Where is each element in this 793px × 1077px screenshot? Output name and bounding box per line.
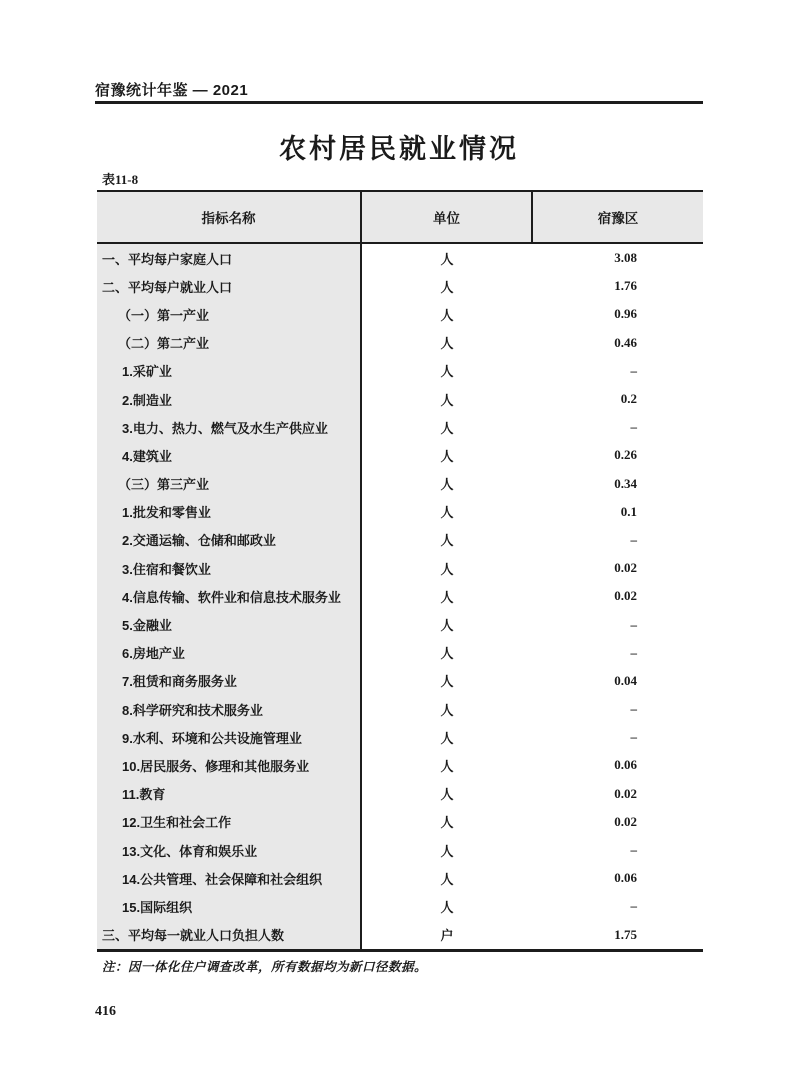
- table-row: [97, 892, 703, 920]
- value-cell: –: [630, 531, 637, 547]
- table-row: [97, 272, 703, 300]
- value-cell: –: [630, 362, 637, 378]
- value-cell: 1.75: [614, 926, 637, 942]
- unit-cell: 人: [440, 251, 454, 267]
- indicator-cell: 11.教育: [97, 780, 361, 808]
- unit-cell: 人: [440, 730, 454, 746]
- indicator-cell: （三）第三产业: [97, 470, 361, 498]
- table-row: [97, 526, 703, 554]
- indicator-cell: 3.住宿和餐饮业: [97, 554, 361, 582]
- indicator-cell: 2.交通运输、仓储和邮政业: [97, 526, 361, 554]
- indicator-cell: 10.居民服务、修理和其他服务业: [97, 751, 361, 779]
- table-row: [97, 667, 703, 695]
- unit-cell: 人: [440, 702, 454, 718]
- indicator-cell: 二、平均每户就业人口: [97, 272, 361, 300]
- unit-cell: 人: [440, 307, 454, 323]
- indicator-cell: 4.信息传输、软件业和信息技术服务业: [97, 582, 361, 610]
- unit-cell: 人: [440, 646, 454, 662]
- indicator-cell: 2.制造业: [97, 385, 361, 413]
- statistics-table: [97, 190, 703, 952]
- value-cell: –: [630, 701, 637, 717]
- table-row: [97, 554, 703, 582]
- unit-cell: 人: [440, 674, 454, 690]
- value-cell: 3.08: [614, 250, 637, 266]
- indicator-cell: 6.房地产业: [97, 639, 361, 667]
- value-cell: 0.2: [620, 391, 637, 407]
- indicator-cell: 1.采矿业: [97, 357, 361, 385]
- value-cell: 0.46: [614, 334, 637, 350]
- unit-cell: 人: [440, 618, 454, 634]
- unit-cell: 人: [440, 420, 454, 436]
- indicator-cell: 15.国际组织: [97, 892, 361, 920]
- value-cell: –: [630, 729, 637, 745]
- unit-cell: 人: [440, 758, 454, 774]
- value-cell: 0.06: [614, 870, 637, 886]
- value-cell: –: [630, 842, 637, 858]
- col-header-indicator: 指标名称: [97, 191, 361, 243]
- indicator-cell: 一、平均每户家庭人口: [97, 243, 361, 272]
- indicator-cell: 1.批发和零售业: [97, 498, 361, 526]
- indicator-cell: 13.文化、体育和娱乐业: [97, 836, 361, 864]
- table-row: [97, 921, 703, 951]
- unit-cell: 人: [440, 336, 454, 352]
- unit-cell: 人: [440, 871, 454, 887]
- page-number: 416: [95, 1004, 116, 1019]
- col-header-unit: 单位: [361, 191, 532, 243]
- value-cell: 0.96: [614, 306, 637, 322]
- table-row: [97, 808, 703, 836]
- table-row: [97, 751, 703, 779]
- table-row: [97, 470, 703, 498]
- indicator-cell: （一）第一产业: [97, 300, 361, 328]
- unit-cell: 人: [440, 787, 454, 803]
- table-row: [97, 413, 703, 441]
- table-row: [97, 329, 703, 357]
- table-row: [97, 357, 703, 385]
- indicator-cell: 4.建筑业: [97, 441, 361, 469]
- value-cell: 0.06: [614, 757, 637, 773]
- value-cell: 0.02: [614, 560, 637, 576]
- col-header-region: 宿豫区: [532, 191, 703, 243]
- table-row: [97, 243, 703, 272]
- unit-cell: 人: [440, 505, 454, 521]
- table-row: [97, 780, 703, 808]
- indicator-cell: 7.租赁和商务服务业: [97, 667, 361, 695]
- indicator-cell: 14.公共管理、社会保障和社会组织: [97, 864, 361, 892]
- table-label: 表11-8: [102, 172, 139, 187]
- value-cell: –: [630, 898, 637, 914]
- value-cell: –: [630, 644, 637, 660]
- unit-cell: 人: [440, 815, 454, 831]
- unit-cell: 人: [440, 477, 454, 493]
- value-cell: 0.04: [614, 672, 637, 688]
- table-row: [97, 639, 703, 667]
- indicator-cell: 三、平均每一就业人口负担人数: [97, 921, 361, 951]
- unit-cell: 人: [440, 843, 454, 859]
- indicator-cell: 3.电力、热力、燃气及水生产供应业: [97, 413, 361, 441]
- table-row: [97, 300, 703, 328]
- unit-cell: 人: [440, 899, 454, 915]
- table-header-row: [97, 191, 703, 243]
- unit-cell: 人: [440, 589, 454, 605]
- unit-cell: 人: [440, 392, 454, 408]
- value-cell: –: [630, 419, 637, 435]
- value-cell: 0.02: [614, 813, 637, 829]
- unit-cell: 人: [440, 533, 454, 549]
- table-row: [97, 723, 703, 751]
- table-row: [97, 582, 703, 610]
- indicator-cell: （二）第二产业: [97, 329, 361, 357]
- indicator-cell: 9.水利、环境和公共设施管理业: [97, 723, 361, 751]
- table-row: [97, 498, 703, 526]
- value-cell: 0.34: [614, 475, 637, 491]
- value-cell: 0.02: [614, 785, 637, 801]
- unit-cell: 人: [440, 279, 454, 295]
- value-cell: 0.1: [620, 503, 637, 519]
- value-cell: –: [630, 616, 637, 632]
- unit-cell: 人: [440, 561, 454, 577]
- running-head: 宿豫统计年鉴 — 2021: [95, 82, 249, 99]
- table-row: [97, 836, 703, 864]
- table-note: 注：因一体化住户调查改革，所有数据均为新口径数据。: [102, 960, 428, 974]
- value-cell: 1.76: [614, 278, 637, 294]
- table-row: [97, 610, 703, 638]
- table-row: [97, 864, 703, 892]
- unit-cell: 户: [440, 928, 454, 944]
- header-rule: [95, 101, 703, 104]
- table-row: [97, 441, 703, 469]
- indicator-cell: 8.科学研究和技术服务业: [97, 695, 361, 723]
- table-row: [97, 695, 703, 723]
- table-row: [97, 385, 703, 413]
- unit-cell: 人: [440, 364, 454, 380]
- indicator-cell: 12.卫生和社会工作: [97, 808, 361, 836]
- unit-cell: 人: [440, 448, 454, 464]
- value-cell: 0.26: [614, 447, 637, 463]
- value-cell: 0.02: [614, 588, 637, 604]
- indicator-cell: 5.金融业: [97, 610, 361, 638]
- page-title: 农村居民就业情况: [279, 134, 519, 164]
